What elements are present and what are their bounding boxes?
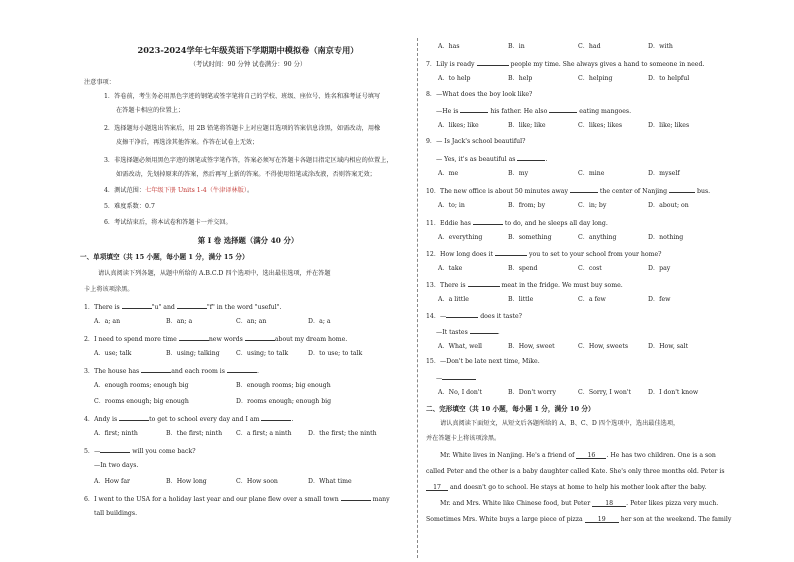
option[interactable]: D．myself [648,170,680,177]
option[interactable]: B．help [508,75,533,82]
option[interactable]: A．What, well [438,343,483,350]
question-10: 10．The new office is about 50 minutes away the center of Nanjing bus. [426,188,711,195]
blank-19: 19 [585,516,619,523]
option[interactable]: A．a; an [94,318,121,325]
question-12: 12．How long does it you to set to your school from your home? [426,251,662,258]
option[interactable]: D．few [648,296,671,303]
range-label: 4．测试范围： [104,187,146,194]
instruction: 并在答题卡上将该项涂黑。 [426,435,501,442]
option[interactable]: B．using; talking [166,350,220,357]
question-15: 15．—Don't be late next time, Mike. [426,358,540,365]
blank-18: 18 [592,500,626,507]
option[interactable]: A．No, I don't [438,389,482,396]
part-heading: 一、单项填空（共 15 小题，每小题 1 分，满分 15 分） [80,253,249,261]
question-9-answer: — Yes, it's as beautiful as . [436,156,548,163]
option[interactable]: D．pay [648,265,671,272]
option[interactable]: C．anything [578,234,617,241]
option[interactable]: A．everything [438,234,483,241]
option[interactable]: D．rooms enough; enough big [236,398,332,405]
option[interactable]: D．like; likes [648,122,690,129]
instruction: 卡上将该项涂黑。 [84,286,134,293]
option[interactable]: C．a few [578,296,606,303]
page-title: 2023-2024学年七年级英语下学期期中模拟卷（南京专用） [137,45,359,55]
option[interactable]: A．to help [438,75,471,82]
instruction: 请认真阅读下面短文，从短文后各题所给的 A、B、C、D 四个选项中，选出最佳选项， [440,420,680,427]
option[interactable]: B．How long [166,478,207,485]
passage-line: 17 and doesn't go to school. He stays at home to help his mother look after the baby. [426,484,706,492]
question-9: 9．— Is Jack's school beautiful? [426,138,526,145]
option[interactable]: D．the first; the ninth [308,430,377,437]
range-value: 七年级下册 Units 1-4（牛津译林版） [145,187,247,194]
option[interactable]: A．a little [438,296,469,303]
note-line: 3．非选择题必须用黑色字迹的钢笔或签字笔作答，答案必须写在答题卡各题目指定区域内相应的位置上， [104,157,393,164]
note-line: 1．答卷前，考生务必用黑色字迹的钢笔或签字笔将自己的学校、班级、座位号、姓名和准考证号填写 [104,93,381,100]
question-6: 6．I went to the USA for a holiday last year and our plane flew over a small town many [84,496,390,503]
option[interactable]: C．cost [578,265,602,272]
question-13: 13．There is meat in the fridge. We must buy some. [426,282,623,289]
note-line: 2．选择题每小题选出答案后，用 2B 铅笔将答题卡上对应题目选项的答案信息涂黑，如需改动，用橡 [104,125,381,132]
question-6-cont: tall buildings. [94,510,138,517]
option[interactable]: B．spend [508,265,538,272]
option[interactable]: D．to use; to talk [308,350,363,357]
option[interactable]: A．use; talk [94,350,132,357]
passage-line: Mr. White lives in Nanjing. He's a friend of 16 . He has two children. One is a son [440,452,716,459]
option[interactable]: C．in; by [578,202,607,209]
question-11: 11．Eddie has to do, and he sleeps all day long. [426,220,608,227]
left-column [80,0,416,562]
option[interactable]: C．had [578,43,601,50]
section-title: 第 I 卷 选择题（满分 40 分） [197,236,299,245]
blank-16: 16 [576,452,606,459]
option[interactable]: B．something [508,234,552,241]
option[interactable]: C．helping [578,75,613,82]
option[interactable]: C．How, sweets [578,343,628,350]
question-8-answer: —He is his father. He also eating mangoes. [436,108,632,115]
question-7: 7．Lily is ready people my time. She always gives a hand to someone in need. [426,61,705,68]
part-heading: 二、完形填空（共 10 小题，每小题 1 分，满分 10 分） [426,405,595,413]
option[interactable]: B．in [508,43,525,50]
instruction: 请认真阅读下列各题，从题中所给的 A.B.C.D 四个选项中，选出最佳选项，并在答题 [98,270,331,277]
question-14-answer: —It tastes . [436,329,500,336]
answer-line: —In two days. [94,462,139,469]
option[interactable]: D．nothing [648,234,684,241]
option[interactable]: A．How far [94,478,130,485]
right-column [426,0,756,562]
note-line: 5．难度系数：0.7 [104,203,155,210]
note-line: 6．考试结束后，将本试卷和答题卡一并交回。 [104,219,232,226]
option[interactable]: A．likes; like [438,122,479,129]
option[interactable]: A．take [438,265,463,272]
question-8: 8．—What does the boy look like? [426,91,533,98]
option[interactable]: C．mine [578,170,605,177]
option[interactable]: A．me [438,170,459,177]
option[interactable]: C．an; an [236,318,267,325]
note-line: 皮擦干净后，再选涂其他答案。作答在试卷上无效； [116,139,259,146]
passage-line: Mr. and Mrs. White like Chinese food, but Peter 18 . Peter likes pizza very much. [440,500,719,507]
note-range [104,187,253,195]
option[interactable]: D．What time [308,478,352,485]
option[interactable]: A．first; ninth [94,430,138,437]
column-divider [417,38,418,558]
option[interactable]: D．How, salt [648,343,689,350]
option[interactable]: D．to helpful [648,75,690,82]
option[interactable]: B．like; like [508,122,546,129]
question-4: 4．Andy is to get to school every day and I am . [84,416,294,423]
option[interactable]: B．Don't worry [508,389,556,396]
option[interactable]: C．rooms enough; big enough [94,398,189,405]
option[interactable]: D．about; on [648,202,689,209]
notes-heading: 注意事项： [84,79,115,86]
option[interactable]: D．with [648,43,673,50]
option[interactable]: D．a; a [308,318,331,325]
option[interactable]: C．a first; a ninth [236,430,292,437]
blank-17: 17 [426,484,448,491]
option[interactable]: B．enough rooms; big enough [236,382,331,389]
option[interactable]: C．How soon [236,478,278,485]
option[interactable]: B．my [508,170,529,177]
range-end: 。 [246,187,254,194]
option[interactable]: C．Sorry, I won't [578,389,632,396]
question-5: 5．— will you come back? [84,448,196,455]
note-line: 如需改动，先划掉原来的答案，然后再写上新的答案。不得使用铅笔或涂改液，否则答案无效； [116,171,376,178]
passage-line: Sometimes Mrs. White buys a large piece of pizza 19 her son at the weekend. The family [426,516,732,523]
question-3: 3．The house has and each room is . [84,368,259,375]
question-2: 2．I need to spend more time new words about my dream home. [84,336,348,343]
option[interactable]: B．little [508,296,534,303]
option[interactable]: B．the first; ninth [166,430,223,437]
question-1: 1．There is "u" and "f" in the word "useful". [84,304,282,311]
option[interactable]: B．an; a [166,318,193,325]
passage-line: called Peter and the other is a baby daughter called Kate. She's only three months old. Peter is [426,468,725,475]
option[interactable]: C．using; to talk [236,350,289,357]
option[interactable]: C．likes; likes [578,122,623,129]
option[interactable]: A．to; in [438,202,465,209]
option[interactable]: B．How, sweet [508,343,555,350]
option[interactable]: A．enough rooms; enough big [94,382,189,389]
option[interactable]: D．I don't know [648,389,699,396]
option[interactable]: A．has [438,43,460,50]
option[interactable]: B．from; by [508,202,546,209]
exam-info: （考试时间：90 分钟 试卷满分：90 分） [189,61,307,68]
question-14: 14．— does it taste? [426,313,522,320]
note-line: 在答题卡相应的位置上； [116,107,185,114]
question-15-answer: — [436,373,476,383]
